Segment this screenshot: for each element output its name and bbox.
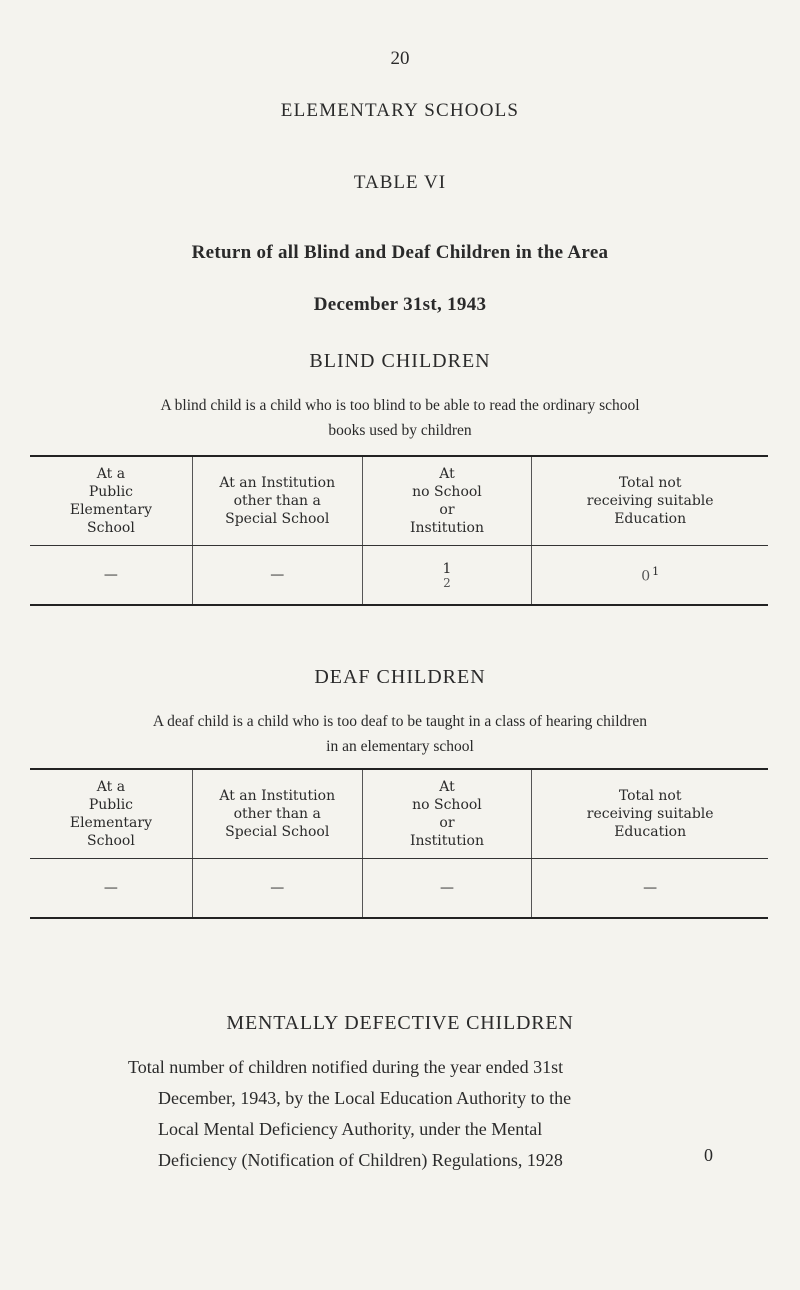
section-title: ELEMENTARY SCHOOLS	[280, 100, 520, 121]
header-total-not-receiving: Total not receiving suitable Education	[532, 456, 768, 546]
report-date: December 31st, 1943	[313, 294, 487, 315]
blind-definition-line-2: books used by children	[328, 422, 472, 439]
deaf-table	[30, 768, 768, 919]
header-institution: At an Institution other than a Special School	[192, 456, 362, 546]
blind-definition	[30, 393, 770, 443]
mental-line-3: Local Mental Deficiency Authority, under the Mental	[158, 1119, 543, 1139]
blind-value-total: 0 $^1$	[532, 546, 768, 606]
deaf-value-public: —	[103, 880, 118, 896]
deaf-value-institution: —	[192, 859, 362, 919]
deaf-value-no-school: —	[362, 859, 532, 919]
blind-value-institution: —	[192, 546, 362, 606]
table-title: TABLE VI	[353, 172, 447, 193]
blind-table	[30, 455, 768, 606]
handwritten-note: 0	[641, 568, 651, 585]
blind-header-row	[30, 456, 768, 546]
deaf-value-row	[30, 859, 768, 919]
deaf-value-total: —	[532, 859, 768, 919]
return-title: Return of all Blind and Deaf Children in the Area	[191, 242, 609, 263]
handwritten-note: 2	[443, 576, 451, 590]
deaf-heading: DEAF CHILDREN	[314, 666, 486, 688]
header-no-school: At no School or Institution	[362, 456, 532, 546]
blind-value-public: —	[103, 567, 118, 583]
header-institution: At an Institution other than a Special School	[192, 769, 362, 859]
mental-total: 0	[704, 1145, 713, 1165]
mental-paragraph	[128, 1052, 688, 1176]
deaf-definition	[30, 709, 770, 759]
deaf-definition-line-1: A deaf child is a child who is too deaf to be taught in a class of hearing children	[152, 713, 648, 730]
page-number: 20	[390, 48, 410, 69]
mental-line-1: Total number of children notified during the year ended 31st	[128, 1057, 564, 1077]
mental-line-4: Deficiency (Notification of Children) Regulations, 1928	[158, 1150, 563, 1170]
blind-heading: BLIND CHILDREN	[309, 350, 491, 372]
header-total-not-receiving: Total not receiving suitable Education	[532, 769, 768, 859]
header-no-school: At no School or Institution	[362, 769, 532, 859]
blind-definition-line-1: A blind child is a child who is too blind to be able to read the ordinary school	[160, 397, 640, 414]
deaf-definition-line-2: in an elementary school	[326, 738, 474, 755]
header-public-elementary: At a Public Elementary School	[30, 769, 192, 859]
mental-heading: MENTALLY DEFECTIVE CHILDREN	[226, 1012, 574, 1034]
blind-value-row	[30, 546, 768, 606]
header-public-elementary: At a Public Elementary School	[30, 456, 192, 546]
deaf-header-row	[30, 769, 768, 859]
mental-line-2: December, 1943, by the Local Education Authority to the	[158, 1088, 572, 1108]
blind-value-no-school: 1 2	[362, 546, 532, 606]
